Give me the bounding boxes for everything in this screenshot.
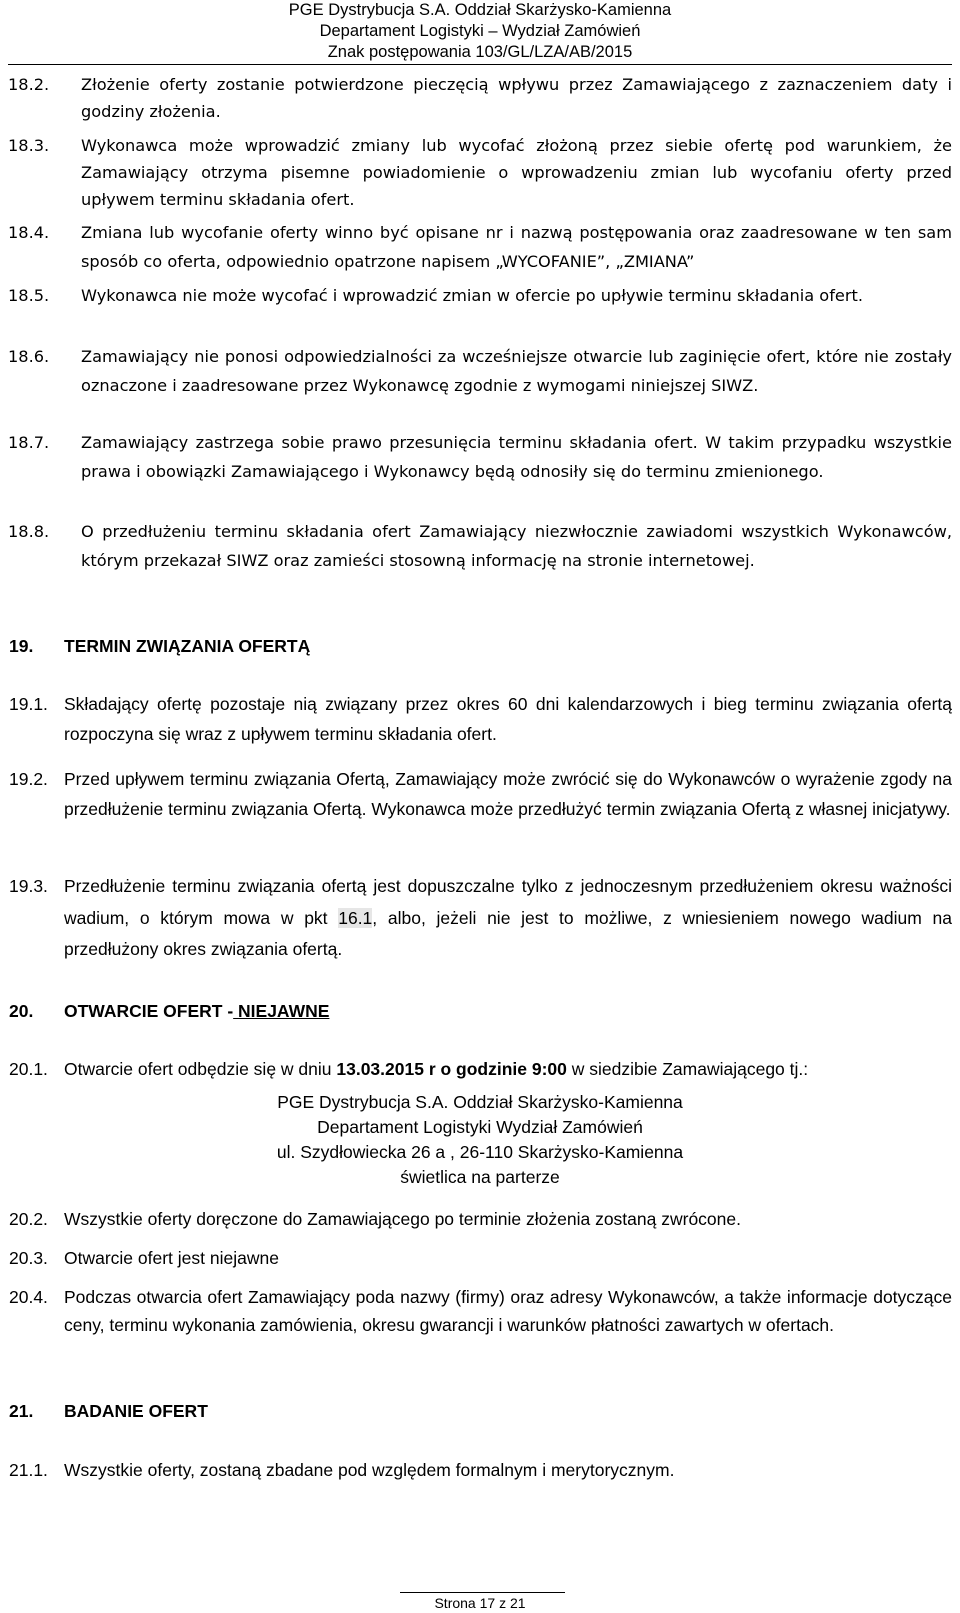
page-number: Strona 17 z 21 [434, 1595, 526, 1611]
clause-text: Wszystkie oferty, zostaną zbadane pod względem formalnym i merytorycznym. [64, 1460, 675, 1480]
clause-text: Wykonawca nie może wycofać i wprowadzić zmian w ofercie po upływie terminu składania ofert. [81, 286, 864, 305]
address-company: PGE Dystrybucja S.A. Oddział Skarżysko-Kamienna [277, 1092, 683, 1112]
clause-number: 19.2. [9, 769, 48, 789]
address-room: świetlica na parterze [400, 1167, 560, 1187]
header-rule [8, 64, 952, 65]
clause-number: 21.1. [9, 1460, 48, 1480]
header-company: PGE Dystrybucja S.A. Oddział Skarżysko-Kamienna [288, 1, 672, 19]
section-title: TERMIN ZWIĄZANIA OFERTĄ [64, 636, 311, 656]
clause-text: Przed upływem terminu związania Ofertą, Zamawiający może zwrócić się do Wykonawców o wyrażenie zgody na przedłużenie terminu związania Ofertą. Wykonawca może przedłużyć termin związania Ofertą z własnej inicjatywy. [64, 769, 952, 819]
clause-text: Zamawiający nie ponosi odpowiedzialności za wcześniejsze otwarcie lub zaginięcie ofert, które nie zostały oznaczone i zaadresowane przez Wykonawcę zgodnie z wymogami niniejszej SIWZ. [81, 347, 952, 395]
header-case-number: Znak postępowania 103/GL/LZA/AB/2015 [327, 43, 633, 61]
clause-number: 18.4. [8, 223, 50, 242]
clause-text: Otwarcie ofert jest niejawne [64, 1248, 279, 1268]
clause-text: Złożenie oferty zostanie potwierdzone pieczęcią wpływu przez Zamawiającego z zaznaczeniem daty i godziny złożenia. [81, 75, 952, 121]
clause-number: 20.3. [9, 1248, 48, 1268]
section-number: 20. [9, 1001, 34, 1021]
address-street: ul. Szydłowiecka 26 a , 26-110 Skarżysko-Kamienna [276, 1142, 684, 1162]
clause-number: 18.3. [8, 136, 50, 155]
clause-text: Wykonawca może wprowadzić zmiany lub wycofać złożoną przez siebie ofertę pod warunkiem, że Zamawiający otrzyma pisemne powiadomienie o wprowadzeniu zmian lub wycofaniu oferty przed upływem terminu składania ofert. [81, 136, 952, 209]
clause-number: 18.5. [8, 286, 50, 305]
section-number: 21. [9, 1401, 34, 1421]
clause-text: Przedłużenie terminu związania ofertą jest dopuszczalne tylko z jednoczesnym przedłużeniem okresu ważności wadium, o którym mowa w pkt 16.1, albo, jeżeli nie jest to możliwe, z wniesieniem nowego wadium na przedłużony okres związania ofertą. [64, 876, 952, 959]
section-number: 19. [9, 636, 34, 656]
header-department: Departament Logistyki – Wydział Zamówień [319, 22, 641, 40]
section-title: OTWARCIE OFERT - NIEJAWNE [64, 1001, 330, 1021]
clause-number: 18.8. [8, 522, 50, 541]
opening-address [0, 1090, 960, 1190]
clause-number: 20.1. [9, 1059, 48, 1079]
clause-text: Zmiana lub wycofanie oferty winno być opisane nr i nazwą postępowania oraz zaadresowane w ten sam sposób co oferta, odpowiednio opatrzone napisem „WYCOFANIE”, „ZMIANA” [81, 223, 952, 271]
address-department: Departament Logistyki Wydział Zamówień [317, 1117, 643, 1137]
clause-number: 20.4. [9, 1287, 48, 1307]
clause-number: 19.1. [9, 694, 48, 714]
clause-text: Podczas otwarcia ofert Zamawiający poda nazwy (firmy) oraz adresy Wykonawców, a także informacje dotyczące ceny, terminu wykonania zamówienia, okresu gwarancji i warunków płatności zawartych w ofertach. [64, 1287, 952, 1335]
clause-number: 20.2. [9, 1209, 48, 1229]
clause-number: 18.2. [8, 75, 50, 94]
clause-text: Otwarcie ofert odbędzie się w dniu 13.03.2015 r o godzinie 9:00 w siedzibie Zamawiającego tj.: [64, 1059, 809, 1079]
page-header [0, 0, 960, 63]
clause-number: 18.6. [8, 347, 50, 366]
clause-text: O przedłużeniu terminu składania ofert Zamawiający niezwłocznie zawiadomi wszystkich Wykonawców, którym przekazał SIWZ oraz zamieści stosowną informację na stronie internetowej. [81, 522, 952, 570]
clause-number: 19.3. [9, 876, 48, 896]
opening-date: 13.03.2015 r o godzinie 9:00 [336, 1059, 567, 1079]
clause-text: Składający ofertę pozostaje nią związany przez okres 60 dni kalendarzowych i bieg terminu związania ofertą rozpoczyna się wraz z upływem terminu składania ofert. [64, 694, 952, 744]
clause-text: Zamawiający zastrzega sobie prawo przesunięcia terminu składania ofert. W takim przypadku wszystkie prawa i obowiązki Zamawiającego i Wykonawcy będą odnosiły się do terminu zmienionego. [81, 433, 952, 481]
clause-text: Wszystkie oferty doręczone do Zamawiającego po terminie złożenia zostaną zwrócone. [64, 1209, 741, 1229]
cross-reference-link[interactable]: 16.1 [338, 907, 373, 928]
section-title: BADANIE OFERT [64, 1401, 208, 1421]
footer-rule [400, 1592, 565, 1593]
clause-number: 18.7. [8, 433, 50, 452]
